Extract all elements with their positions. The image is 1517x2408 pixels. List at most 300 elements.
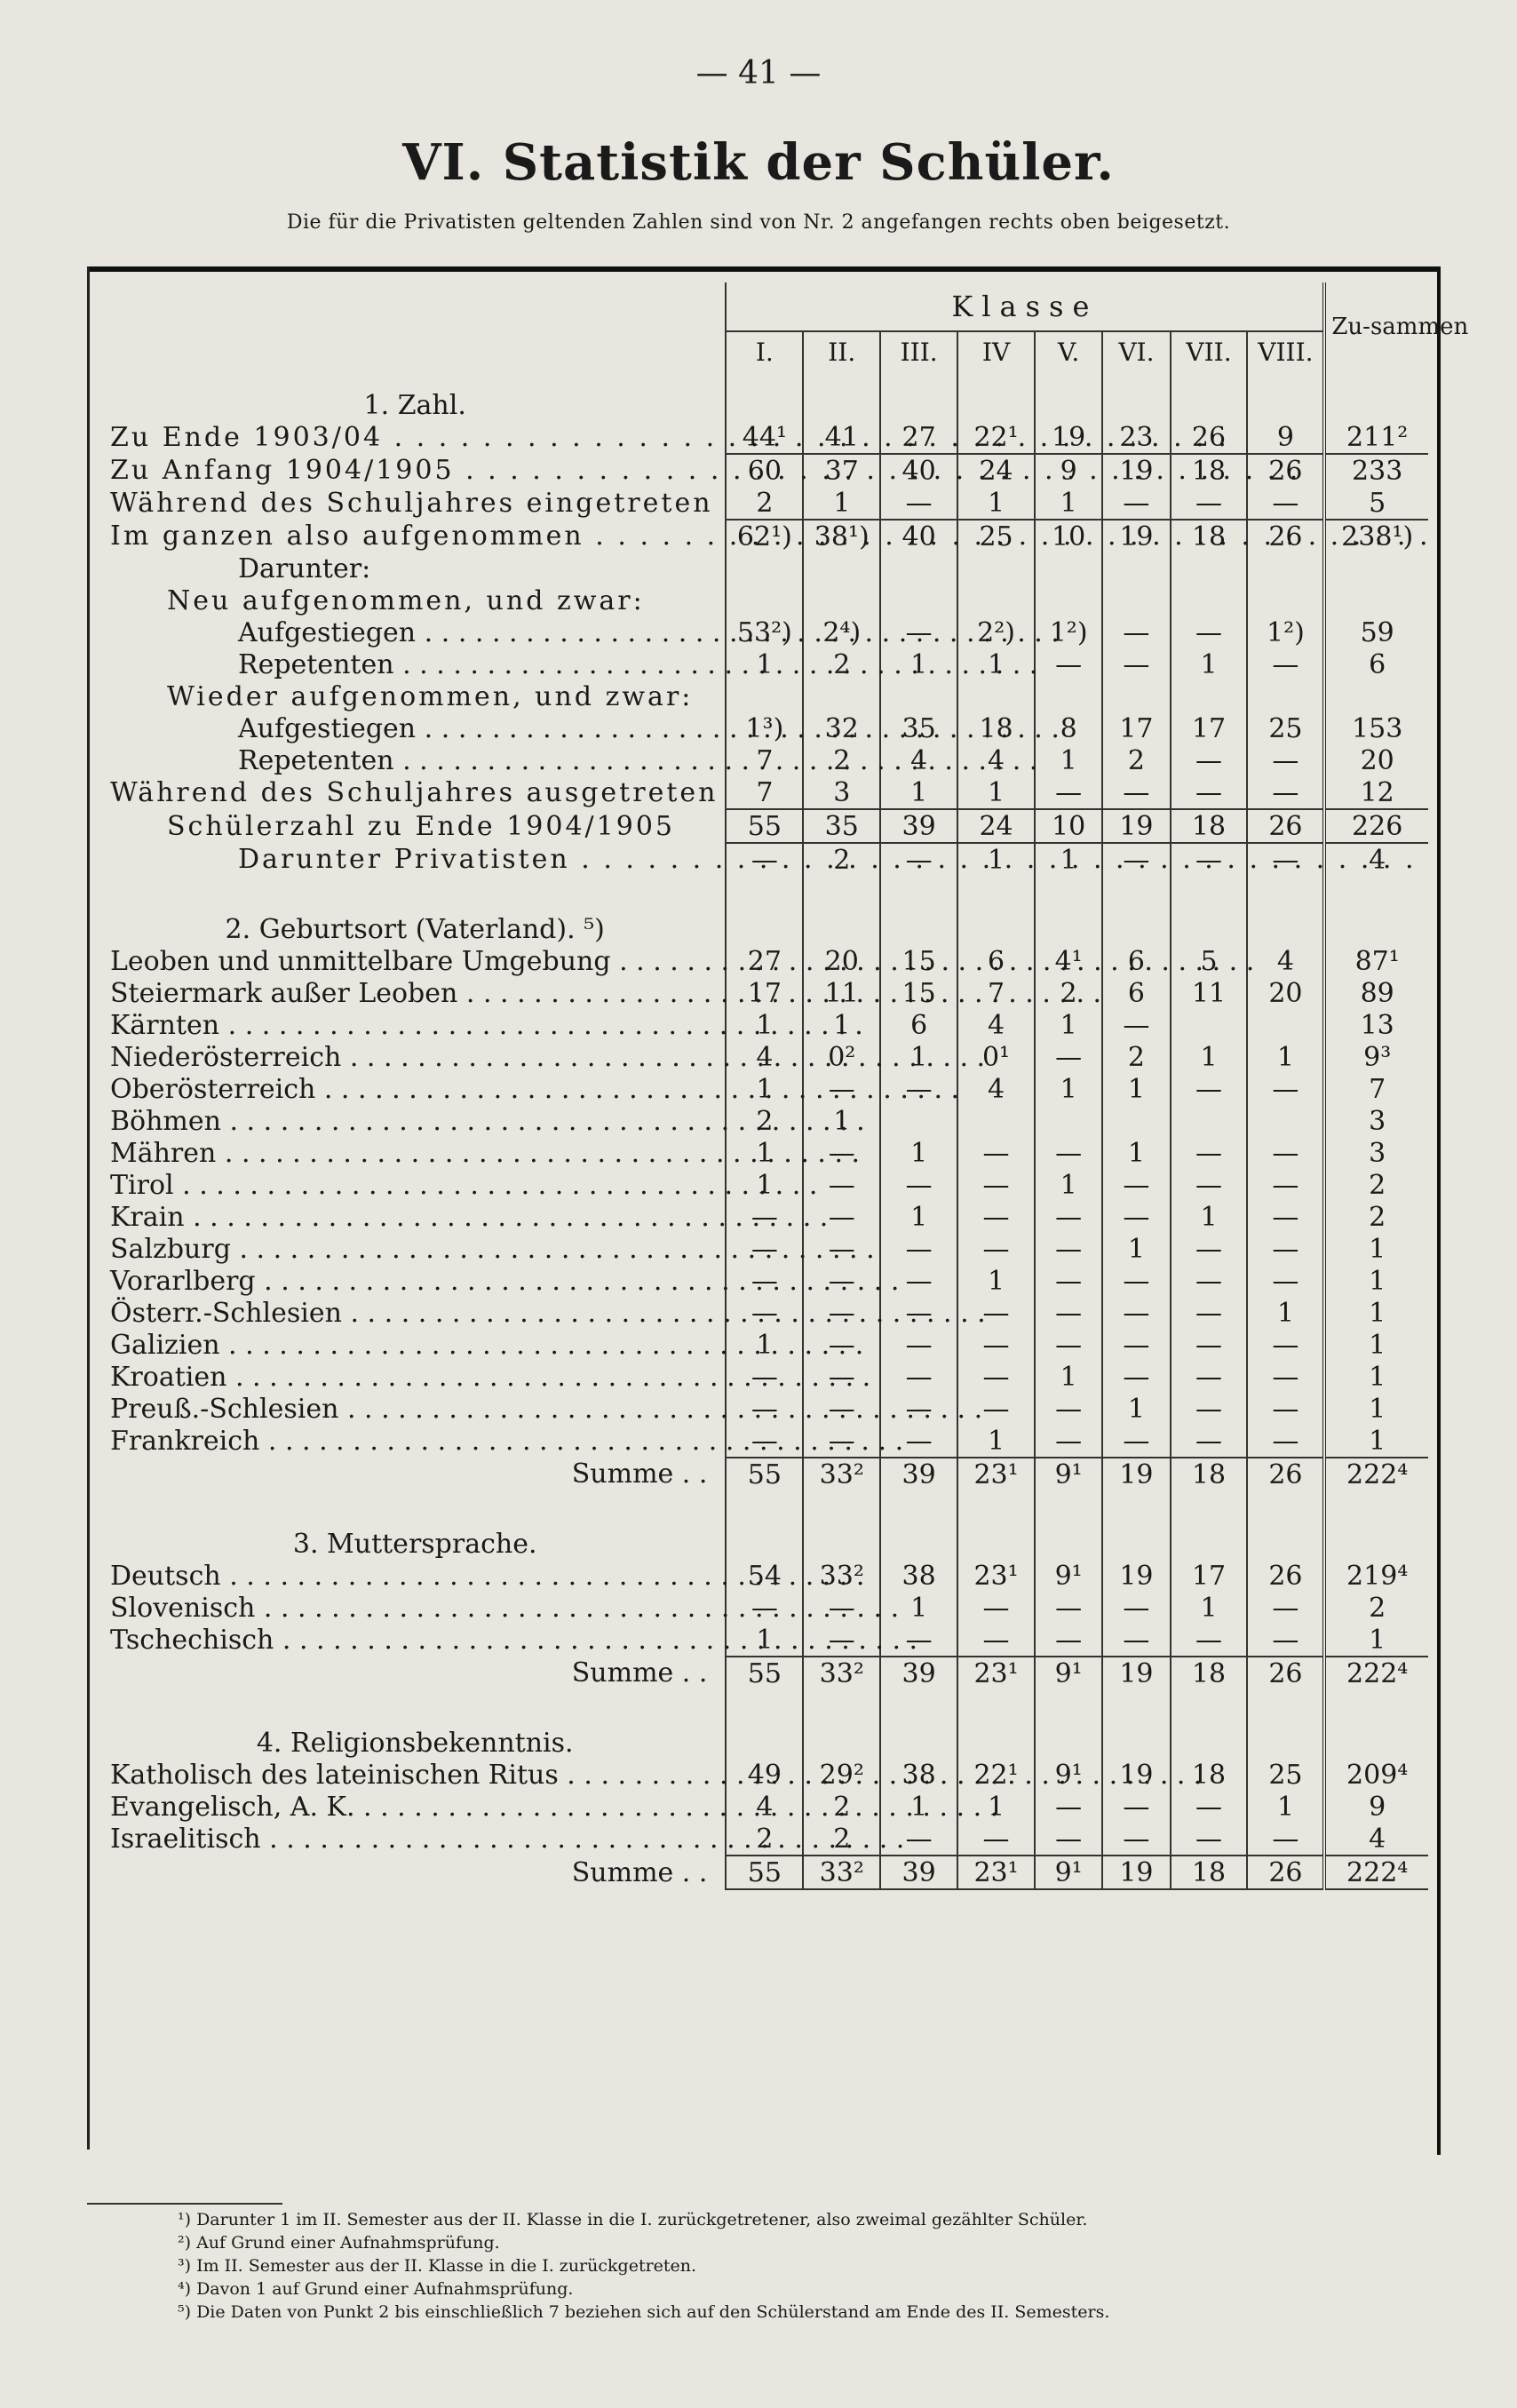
cell-value: 20 [803, 945, 880, 977]
cell-value: 18 [1171, 454, 1248, 487]
cell-value: 23¹ [957, 1657, 1035, 1689]
cell-value: 4 [880, 744, 957, 776]
cell-total: 1 [1324, 1425, 1428, 1458]
cell-value: 2 [726, 487, 803, 520]
cell-value: 18 [957, 712, 1035, 744]
cell-value: 18 [1171, 1458, 1248, 1490]
row-label: Kroatien . . . [105, 1361, 726, 1393]
cell-value: — [1102, 648, 1170, 680]
cell-value: — [803, 1592, 880, 1624]
cell-value: — [1247, 1823, 1324, 1856]
cell-value: 4¹ [1035, 945, 1102, 977]
cell-total: 219⁴ [1324, 1560, 1428, 1592]
cell-total: 12 [1324, 776, 1428, 809]
cell-value: — [1171, 616, 1248, 648]
cell-value: 1 [1102, 1393, 1170, 1425]
cell-value: 19 [1102, 1560, 1170, 1592]
cell-value: 39 [880, 1856, 957, 1889]
cell-value: — [1247, 1073, 1324, 1105]
cell-value: 41 [803, 421, 880, 454]
cell-value: 4 [1247, 945, 1324, 977]
cell-total: 9³ [1324, 1041, 1428, 1073]
cell-value: — [1035, 1233, 1102, 1265]
cell-value: 1 [726, 1009, 803, 1041]
footnote: ⁴) Davon 1 auf Grund einer Aufnahmsprüfung. [178, 2279, 574, 2299]
cell-value: — [726, 1361, 803, 1393]
table-header [105, 282, 1469, 371]
cell-value: 55 [726, 809, 803, 843]
row-label: Während des Schuljahres eingetreten [110, 488, 713, 519]
cell-value: — [957, 1361, 1035, 1393]
cell-value [957, 552, 1035, 584]
cell-value: 19 [1102, 454, 1170, 487]
table-row [105, 520, 1428, 552]
cell-value: — [957, 1169, 1035, 1201]
table-row [105, 552, 1428, 584]
cell-value: — [1171, 843, 1248, 876]
cell-value: — [1171, 1624, 1248, 1657]
cell-value: 35 [803, 809, 880, 843]
row-label: Tirol . . . [105, 1169, 726, 1201]
cell-value: 19 [1102, 1759, 1170, 1791]
cell-value: — [1247, 1265, 1324, 1297]
table-row [105, 454, 1428, 487]
cell-value: 1 [1035, 487, 1102, 520]
cell-value: 1 [957, 648, 1035, 680]
cell-total: 9 [1324, 1791, 1428, 1823]
cell-value: — [803, 1361, 880, 1393]
cell-value: 26 [1247, 1560, 1324, 1592]
cell-value: 1 [1035, 1073, 1102, 1105]
row-label: Frankreich . . . [105, 1425, 726, 1458]
class-column-header: VII. [1171, 331, 1248, 371]
table-row [105, 1592, 1428, 1624]
cell-value: — [803, 1425, 880, 1458]
cell-value: 0¹ [957, 1041, 1035, 1073]
row-label: Darunter Privatisten . . . [105, 843, 726, 876]
row-label: Schülerzahl zu Ende 1904/1905 [167, 810, 676, 842]
summe-row [105, 1458, 1428, 1490]
cell-value: — [1035, 1297, 1102, 1329]
table-row [105, 584, 1428, 616]
cell-value: 26 [1247, 454, 1324, 487]
cell-value: — [1247, 1393, 1324, 1425]
cell-value: 9 [1035, 454, 1102, 487]
cell-value: 17 [726, 977, 803, 1009]
cell-value: — [726, 1233, 803, 1265]
cell-value: 55 [726, 1657, 803, 1689]
table-row [105, 1425, 1428, 1458]
cell-value: — [1171, 1361, 1248, 1393]
page-title: VI. Statistik der Schüler. [402, 133, 1115, 192]
cell-total: 2 [1324, 1201, 1428, 1233]
cell-total: 89 [1324, 977, 1428, 1009]
row-label: Israelitisch . . . [105, 1823, 726, 1856]
cell-total: 6 [1324, 648, 1428, 680]
cell-value: 1 [1247, 1041, 1324, 1073]
cell-value: 9¹ [1035, 1458, 1102, 1490]
cell-total: 2 [1324, 1169, 1428, 1201]
cell-value: 0² [803, 1041, 880, 1073]
cell-value: 2 [803, 843, 880, 876]
cell-value: — [1102, 776, 1170, 809]
cell-value: 1 [880, 1592, 957, 1624]
cell-value: 7 [726, 744, 803, 776]
row-label: Preuß.-Schlesien . . . [105, 1393, 726, 1425]
cell-value [803, 584, 880, 616]
cell-value: 26 [1247, 809, 1324, 843]
cell-value: — [1102, 1009, 1170, 1041]
cell-value: — [880, 487, 957, 520]
row-label: Aufgestiegen . . . [105, 712, 726, 744]
row-label: Kärnten . . . [105, 1009, 726, 1041]
cell-value [1247, 552, 1324, 584]
cell-value: — [1102, 1425, 1170, 1458]
cell-value: — [880, 1624, 957, 1657]
cell-value: — [1247, 843, 1324, 876]
cell-value: 1 [1102, 1233, 1170, 1265]
class-column-header: IV [957, 331, 1035, 371]
row-label: Tschechisch . . . [105, 1624, 726, 1657]
cell-value: 27 [726, 945, 803, 977]
row-label: Repetenten . . . [105, 648, 726, 680]
cell-value: 1 [726, 1073, 803, 1105]
class-column-header: VI. [1102, 331, 1170, 371]
cell-value: — [1247, 1624, 1324, 1657]
cell-value: — [1102, 1791, 1170, 1823]
cell-value: — [1171, 1823, 1248, 1856]
footnotes [178, 2208, 1439, 2324]
class-column-header: I. [726, 331, 803, 371]
cell-value [1035, 584, 1102, 616]
table-left-rule [87, 266, 90, 2150]
class-column-header: V. [1035, 331, 1102, 371]
cell-value: 10 [1035, 520, 1102, 552]
cell-value: 38¹) [803, 520, 880, 552]
cell-value: 1 [957, 1425, 1035, 1458]
cell-value: — [803, 1233, 880, 1265]
cell-value: 1 [726, 1137, 803, 1169]
cell-value: — [803, 1073, 880, 1105]
cell-value: 17 [1171, 1560, 1248, 1592]
cell-value: 33² [803, 1458, 880, 1490]
cell-value: — [726, 843, 803, 876]
cell-value: 53²) [726, 616, 803, 648]
cell-value: — [803, 1201, 880, 1233]
cell-value: 8 [1035, 712, 1102, 744]
cell-value: 2 [726, 1823, 803, 1856]
cell-value: 1 [1171, 648, 1248, 680]
cell-value: 1 [880, 1791, 957, 1823]
cell-value: 1 [726, 1329, 803, 1361]
cell-value: 1 [726, 648, 803, 680]
cell-total: 153 [1324, 712, 1428, 744]
footnote: ⁵) Die Daten von Punkt 2 bis einschließlich 7 beziehen sich auf den Schülerstand am Ende des II. Semesters. [178, 2302, 1110, 2322]
section-heading: 2. Geburtsort (Vaterland). ⁵) [225, 914, 605, 945]
cell-value [957, 584, 1035, 616]
cell-value: — [957, 1592, 1035, 1624]
cell-value [1247, 584, 1324, 616]
cell-value: 1 [726, 1169, 803, 1201]
cell-value: — [1171, 1791, 1248, 1823]
row-label: Mähren . . . [105, 1137, 726, 1169]
cell-value: 40 [880, 520, 957, 552]
cell-value: 7 [957, 977, 1035, 1009]
cell-value: 15 [880, 977, 957, 1009]
row-label: Niederösterreich . . . [105, 1041, 726, 1073]
cell-value: — [726, 1592, 803, 1624]
table-row [105, 487, 1428, 520]
cell-value: 1 [957, 1265, 1035, 1297]
cell-value: 6 [1102, 977, 1170, 1009]
cell-value: 26 [1247, 1458, 1324, 1490]
cell-value: 32 [803, 712, 880, 744]
table-row [105, 744, 1428, 776]
cell-value: 15 [880, 945, 957, 977]
cell-value: 39 [880, 809, 957, 843]
cell-total: 1 [1324, 1329, 1428, 1361]
cell-value: 18 [1171, 520, 1248, 552]
cell-value: — [1035, 1041, 1102, 1073]
cell-value: — [880, 1823, 957, 1856]
cell-value: — [1102, 1592, 1170, 1624]
cell-value: 1 [880, 776, 957, 809]
cell-value: 1 [957, 1791, 1035, 1823]
cell-value: 9¹ [1035, 1759, 1102, 1791]
cell-value: 1 [957, 487, 1035, 520]
cell-value: 6 [1102, 945, 1170, 977]
cell-value: — [726, 1393, 803, 1425]
cell-value: — [957, 1233, 1035, 1265]
cell-value [726, 680, 803, 712]
row-label: Summe . . [571, 1458, 708, 1490]
cell-value: — [1035, 1393, 1102, 1425]
row-label: Repetenten . . . [105, 744, 726, 776]
cell-value: 2 [1035, 977, 1102, 1009]
table-row [105, 712, 1428, 744]
row-label: Summe . . [571, 1657, 708, 1689]
cell-value: 55 [726, 1856, 803, 1889]
cell-value: 1 [880, 648, 957, 680]
cell-value: — [1035, 1265, 1102, 1297]
footnote: ¹) Darunter 1 im II. Semester aus der II. Klasse in die I. zurückgetretener, also zweimal gezählter Schüler. [178, 2210, 1088, 2229]
cell-value: 22¹ [957, 1759, 1035, 1791]
cell-value [803, 552, 880, 584]
section-heading-row [105, 371, 1428, 421]
cell-value: — [880, 1233, 957, 1265]
row-label: Galizien . . . [105, 1329, 726, 1361]
cell-value: 11 [1171, 977, 1248, 1009]
cell-total: 1 [1324, 1297, 1428, 1329]
cell-total: 13 [1324, 1009, 1428, 1041]
cell-total: 4 [1324, 843, 1428, 876]
cell-value: 4 [957, 1073, 1035, 1105]
cell-value: — [726, 1201, 803, 1233]
cell-total: 222⁴ [1324, 1657, 1428, 1689]
cell-value: 1 [1247, 1297, 1324, 1329]
cell-value: — [1247, 1592, 1324, 1624]
cell-value: — [1102, 1297, 1170, 1329]
cell-value: 55 [726, 1458, 803, 1490]
cell-total [1324, 584, 1428, 616]
row-label: Während des Schuljahres ausgetreten [110, 777, 719, 808]
cell-value: 9¹ [1035, 1560, 1102, 1592]
cell-total: 238¹) [1324, 520, 1428, 552]
row-label: Deutsch . . . [105, 1560, 726, 1592]
cell-value: — [1102, 1329, 1170, 1361]
cell-value: 33² [803, 1856, 880, 1889]
cell-value: 1 [880, 1137, 957, 1169]
cell-value [1171, 584, 1248, 616]
cell-value: — [1035, 1137, 1102, 1169]
cell-value: — [1102, 1265, 1170, 1297]
cell-value: 1 [1035, 1169, 1102, 1201]
cell-value: — [1102, 1624, 1170, 1657]
page-number: — 41 — [695, 55, 822, 91]
section-heading-row [105, 895, 1428, 945]
cell-value: 18 [1171, 1759, 1248, 1791]
cell-value: 49 [726, 1759, 803, 1791]
cell-value: — [1171, 744, 1248, 776]
cell-value: — [726, 1297, 803, 1329]
statistics-table [105, 282, 1469, 1890]
cell-value: 3 [803, 776, 880, 809]
cell-value: — [1035, 1791, 1102, 1823]
cell-total: 5 [1324, 487, 1428, 520]
cell-total: 211² [1324, 421, 1428, 454]
cell-total: 222⁴ [1324, 1458, 1428, 1490]
cell-value: 26 [1247, 1657, 1324, 1689]
row-label: Evangelisch, A. K. . . . [105, 1791, 726, 1823]
cell-value: — [1247, 1169, 1324, 1201]
cell-value: 9 [1247, 421, 1324, 454]
cell-value: 1 [1171, 1041, 1248, 1073]
cell-value: 4 [957, 1009, 1035, 1041]
cell-value: 1 [1035, 843, 1102, 876]
cell-value: — [880, 843, 957, 876]
cell-value [1102, 584, 1170, 616]
cell-value: 2 [803, 1791, 880, 1823]
cell-value: — [1171, 1233, 1248, 1265]
table-row [105, 945, 1428, 977]
cell-value [1035, 552, 1102, 584]
cell-value: 2 [1102, 1041, 1170, 1073]
cell-value: — [957, 1297, 1035, 1329]
row-label: Österr.-Schlesien . . . [105, 1297, 726, 1329]
cell-value: — [880, 1169, 957, 1201]
cell-value: — [880, 616, 957, 648]
cell-value [880, 552, 957, 584]
cell-value: — [1035, 1823, 1102, 1856]
row-label: Krain . . . [105, 1201, 726, 1233]
summe-row [105, 1856, 1428, 1889]
section-heading: 3. Muttersprache. [292, 1529, 537, 1560]
table-body [105, 371, 1428, 1889]
cell-value: 37 [803, 454, 880, 487]
cell-value [880, 1105, 957, 1137]
cell-value: 1²) [1247, 616, 1324, 648]
cell-value: — [880, 1361, 957, 1393]
row-label: Zu Ende 1903/04 . . . [105, 421, 726, 454]
cell-total: 7 [1324, 1073, 1428, 1105]
cell-value: 4 [957, 744, 1035, 776]
cell-value: — [803, 1137, 880, 1169]
cell-total [1324, 680, 1428, 712]
cell-value: 44¹ [726, 421, 803, 454]
cell-value: 19 [1102, 520, 1170, 552]
cell-value: 54 [726, 1560, 803, 1592]
row-label: Vorarlberg . . . [105, 1265, 726, 1297]
cell-value: — [1247, 1201, 1324, 1233]
cell-value: 2 [803, 1823, 880, 1856]
cell-value: — [1247, 1137, 1324, 1169]
footnote: ²) Auf Grund einer Aufnahmsprüfung. [178, 2233, 500, 2253]
cell-value: 35 [880, 712, 957, 744]
row-label: Oberösterreich . . . [105, 1073, 726, 1105]
cell-value: — [1247, 1329, 1324, 1361]
cell-value: — [1247, 1361, 1324, 1393]
table-row [105, 1759, 1428, 1791]
row-label: Katholisch des lateinischen Ritus . . . [105, 1759, 726, 1791]
cell-value: — [1171, 776, 1248, 809]
cell-value: 29² [803, 1759, 880, 1791]
cell-value: 1 [803, 1105, 880, 1137]
cell-value [1247, 1105, 1324, 1137]
table-row [105, 843, 1428, 876]
cell-value: — [726, 1265, 803, 1297]
class-columns-row [105, 331, 1428, 371]
cell-total: 1 [1324, 1393, 1428, 1425]
cell-value: — [880, 1425, 957, 1458]
class-column-header: II. [803, 331, 880, 371]
cell-value: 1 [957, 776, 1035, 809]
class-column-header: VIII. [1247, 331, 1324, 371]
cell-value [957, 1105, 1035, 1137]
row-label: Salzburg . . . [105, 1233, 726, 1265]
cell-value: — [1035, 1592, 1102, 1624]
cell-value: 2 [803, 744, 880, 776]
cell-value [880, 584, 957, 616]
cell-value: 62¹) [726, 520, 803, 552]
cell-value: — [1035, 1425, 1102, 1458]
klasse-header: Klasse [726, 282, 1324, 331]
row-label: Wieder aufgenommen, und zwar: [167, 680, 694, 712]
cell-value: 23¹ [957, 1458, 1035, 1490]
cell-value: — [880, 1329, 957, 1361]
row-label: Steiermark außer Leoben . . . [105, 977, 726, 1009]
cell-value: — [803, 1297, 880, 1329]
table-row [105, 1329, 1428, 1361]
page-subtitle: Die für die Privatisten geltenden Zahlen sind von Nr. 2 angefangen rechts oben beigesetzt. [286, 211, 1231, 234]
cell-value [1102, 552, 1170, 584]
cell-value: — [1102, 1361, 1170, 1393]
cell-value: — [1102, 1823, 1170, 1856]
cell-value: — [880, 1073, 957, 1105]
section-heading-row [105, 1510, 1428, 1560]
cell-value: 10 [1035, 809, 1102, 843]
cell-value: 1 [1102, 1137, 1170, 1169]
cell-total: 222⁴ [1324, 1856, 1428, 1889]
table-row [105, 1297, 1428, 1329]
cell-value: 38 [880, 1759, 957, 1791]
cell-value: — [1102, 487, 1170, 520]
cell-value: 33² [803, 1657, 880, 1689]
cell-value: 25 [1247, 1759, 1324, 1791]
cell-value: — [1247, 648, 1324, 680]
cell-value: 11 [803, 977, 880, 1009]
cell-value: — [957, 1393, 1035, 1425]
zusammen-header: Zu-sammen [1324, 282, 1428, 371]
